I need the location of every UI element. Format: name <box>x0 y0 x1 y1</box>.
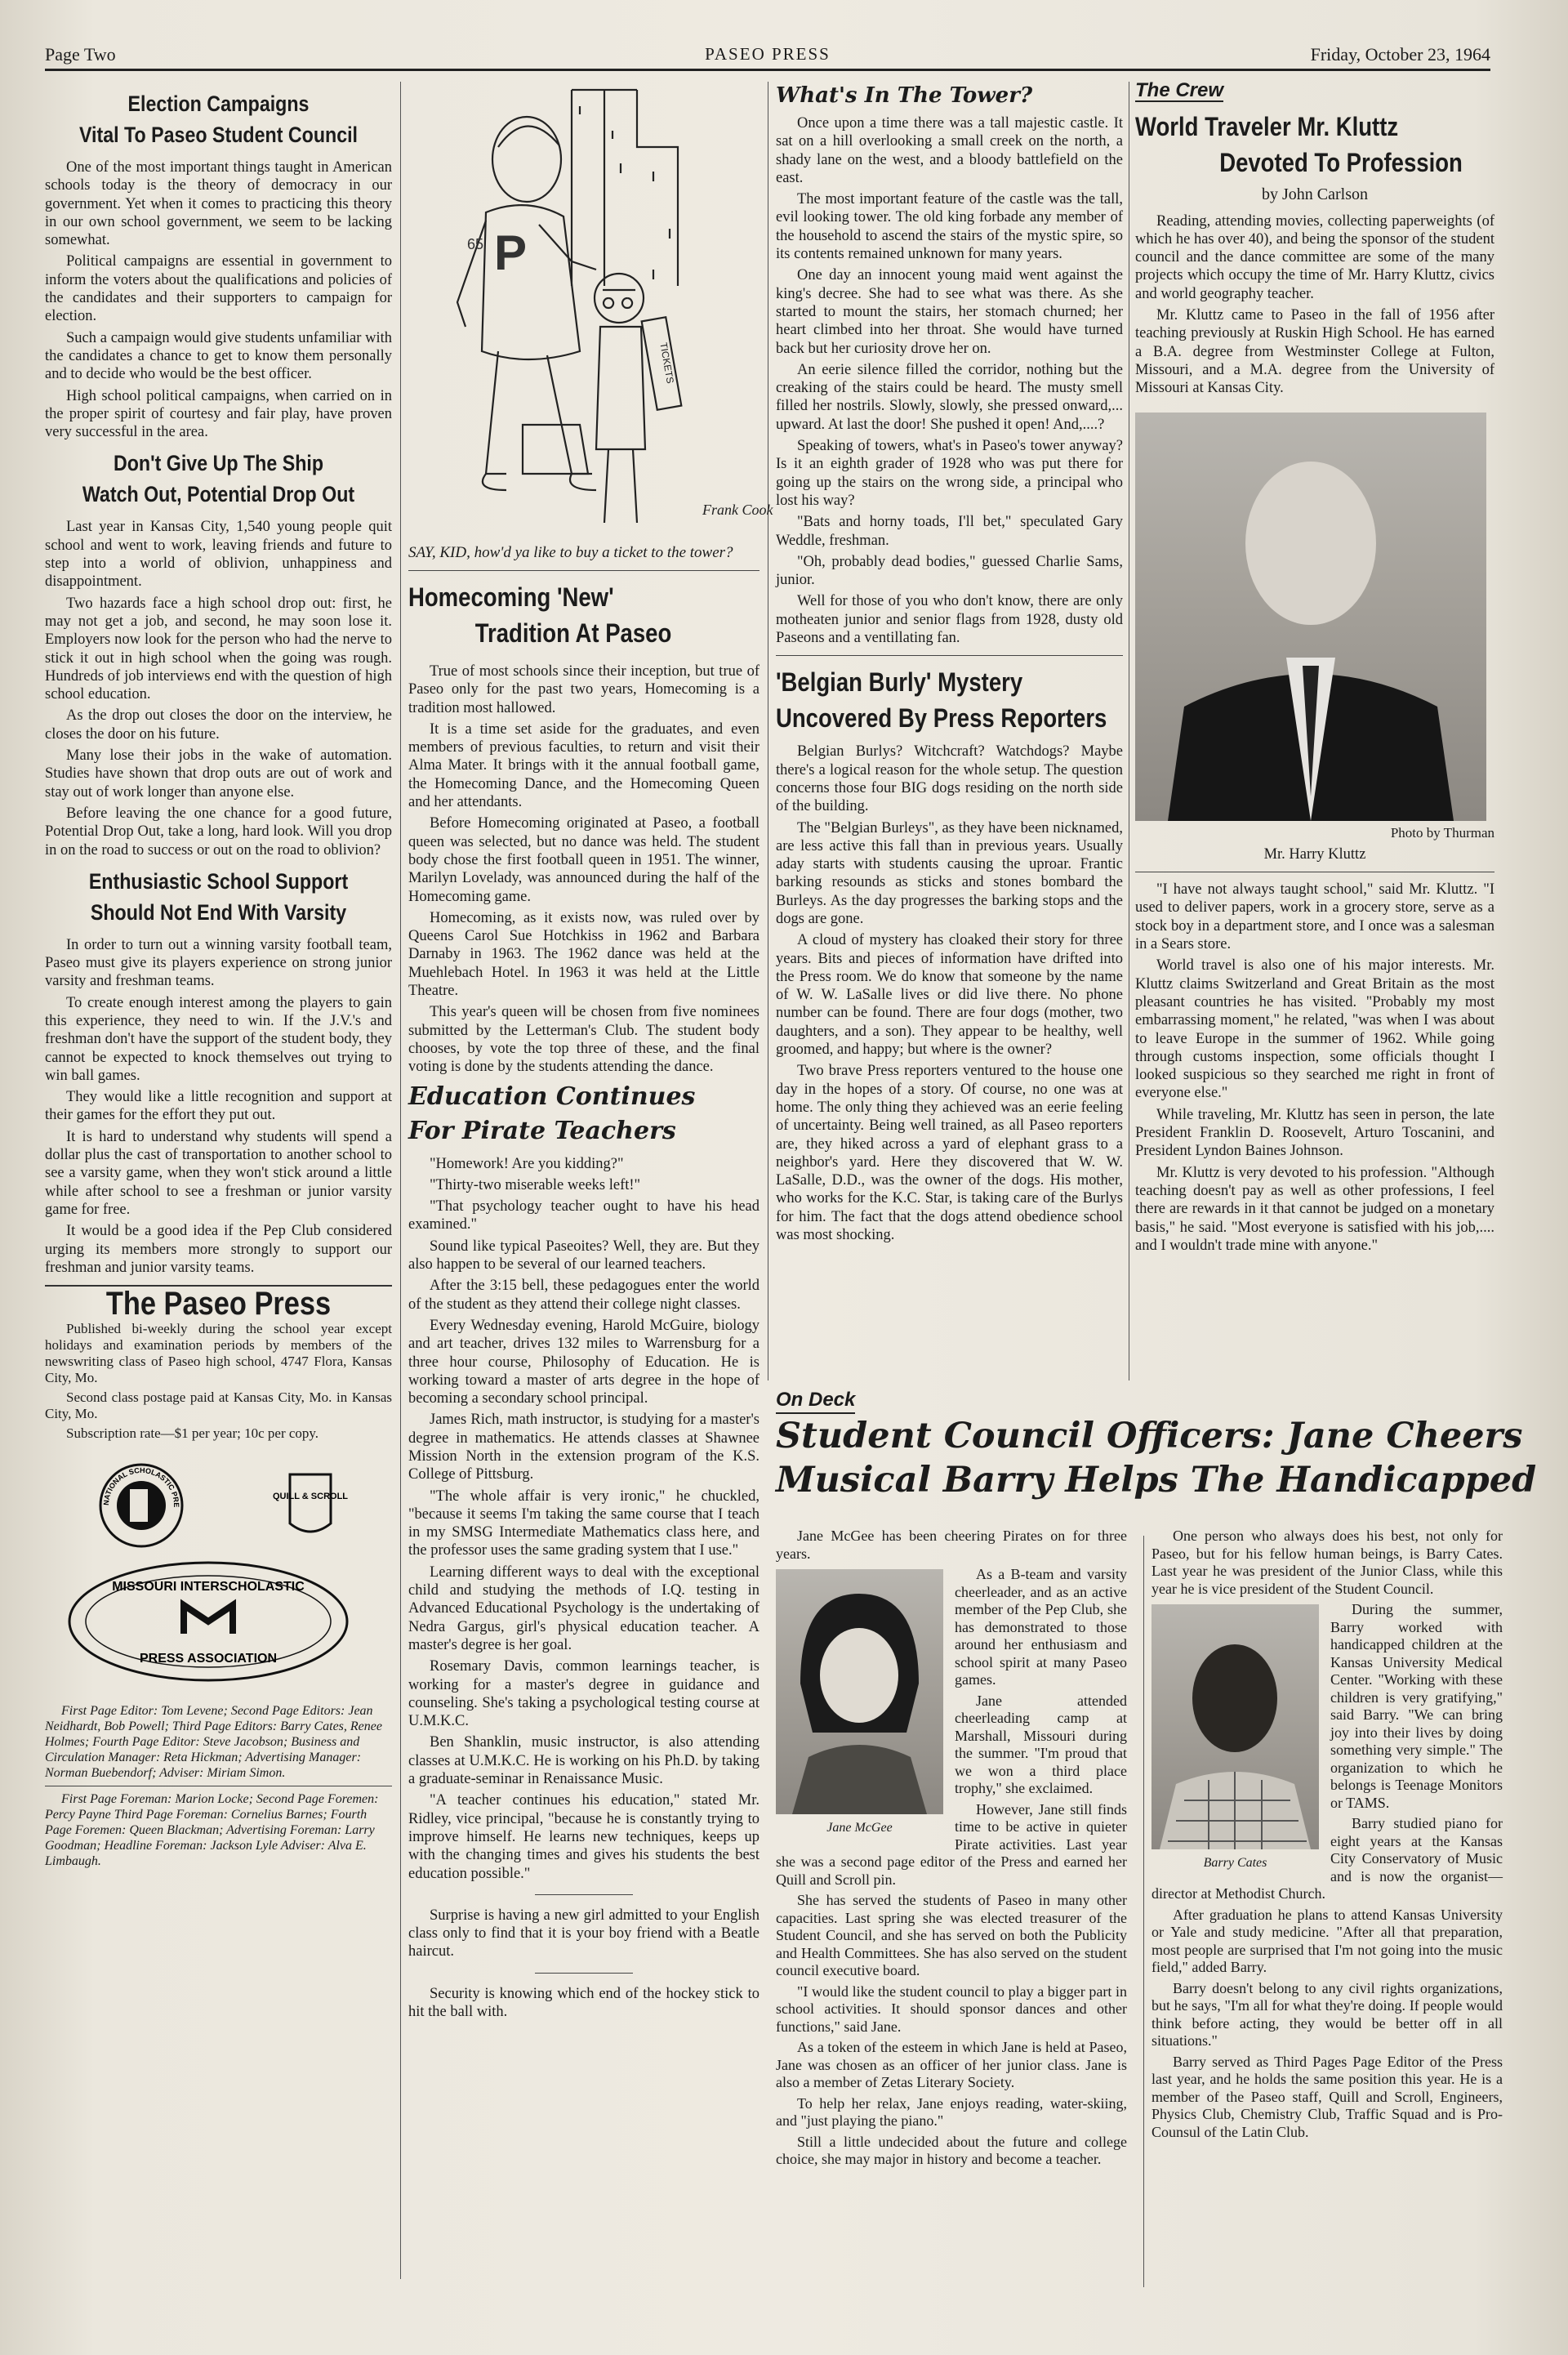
on-deck-section <box>776 1389 1537 1502</box>
column-features <box>408 82 773 2024</box>
paragraph: Two brave Press reporters ventured to the house one day in the hopes of a story. Of course, no one was at home. The only thing they achieved was an eerie feeling of uncertainty. Being well trained, as all Paseo reporters are, they hiked across a yard of elephant grass to a neighbor's yard. Here they discovered that W. W. LaSalle, D.D., was the owner of the dogs. His mother, who works for the K.C. Star, is taking care of the Burlys for him. The fact that the dogs attend obedience school was most shocking. <box>776 1063 1123 1244</box>
jane-caption: Jane McGee <box>826 1821 893 1835</box>
headline-school-support: Enthusiastic School Support Should Not End With Varsity <box>88 868 349 925</box>
paragraph: "Thirty-two miserable weeks left!" <box>430 1176 641 1193</box>
paragraph: This year's queen will be chosen from five nominees submitted by the Letterman's Club. The student body chooses, by vote the top three of these, and the final voting is done by the students attending the dance. <box>408 1004 760 1076</box>
cartoon-drawing <box>408 82 773 539</box>
paragraph: Homecoming, as it exists now, was ruled over by Queens Carol Sue Hotchkiss in 1962 and Barbara Darnaby in 1963. The 1962 dance was held at the Muehlebach Hotel. In 1963 it was held at the Little Theatre. <box>408 909 760 1000</box>
paragraph: "I would like the student council to play a bigger part in school activities. It should sponsor dances and other functions," said Jane. <box>776 1983 1127 2035</box>
paragraph: An eerie silence filled the corridor, nothing but the creaking of the stairs could be heard. The musty smell filled her nostrils. Slowly, slowly, she pressed onward,... upward. At last the door! She pushed it open! And,....? <box>776 361 1123 433</box>
production-staff: First Page Foreman: Marion Locke; Second Page Foremen: Percy Payne Third Page Foreman: Cornelius Barnes; Fourth Page Foremen: Queen Blackman; Advertising Foreman: Larry Goodman; Headline Foreman: Jackson Lyle Adviser: Alva E. Limbaugh. <box>45 1792 379 1869</box>
newspaper-name: PASEO PRESS <box>705 44 831 64</box>
paragraph: As a token of the esteem in which Jane is held at Paseo, Jane was chosen as an officer of her junior class. Jane is also a member of Zetas Literary Society. <box>776 2039 1127 2090</box>
svg-text:TICKETS: TICKETS <box>657 341 676 385</box>
paragraph: "Homework! Are you kidding?" <box>430 1155 624 1172</box>
paragraph: The "Belgian Burleys", as they have been nicknamed, are less active this fall than in previous years. Usually aday starts with students causing the uproar. Frantic barking resounds as sticks and stones bombard the Burleys. As the day progresses the barking stops and the dogs are gone. <box>776 819 1123 927</box>
svg-text:65: 65 <box>467 236 484 252</box>
paragraph: Jane attended cheerleading camp at Marshall, Missouri during the summer. "I'm proud that we won a third place trophy," she exclaimed. <box>955 1692 1127 1796</box>
paragraph: It would be a good idea if the Pep Club considered urging its members more strongly to support our freshman and junior varsity teams. <box>45 1223 392 1276</box>
headline-tower: What's In The Tower? <box>776 83 1033 108</box>
paragraph: She has served the students of Paseo in many other capacities. Last spring she was elected treasurer of the Student Council, and she has served on both the Publicity and Health Committees. She has also served on the student council executive board. <box>776 1892 1127 1978</box>
paragraph: Still a little undecided about the future and college choice, she may major in history and become a teacher. <box>776 2133 1127 2167</box>
paragraph: Once upon a time there was a tall majestic castle. It sat on a hill overlooking a small creek on the north, a shady lane on the west, and a bloody battlefield on the east. <box>776 115 1123 186</box>
issue-date: Friday, October 23, 1964 <box>1310 44 1490 65</box>
svg-text:QUILL & SCROLL: QUILL & SCROLL <box>272 1492 349 1502</box>
editorial-staff: First Page Editor: Tom Levene; Second Page Editors: Jean Neidhardt, Bob Powell; Third Page Editors: Barry Cates, Renee Holmes; Fourth Page Editor: Steve Jacobson; Business and Circulation Manager: Reta Hickman; Advertising Manager: Norman Buebendorf; Adviser: Miriam Simon. <box>45 1704 382 1781</box>
paragraph: Barry served as Third Pages Page Editor of the Press last year, and he holds the same position this year. He is a member of the Paseo staff, Quill and Scroll, Engineers, Physics Club, Chemistry Club, Traffic Squad and is Pro-Counsul of the Latin Club. <box>1152 2053 1503 2140</box>
jane-photo-block <box>776 1569 943 1840</box>
paragraph: One person who always does his best, not only for Paseo, but for his fellow human beings, is Barry Cates. Last year he was president of the Junior Class, while this year he is vice president of the Student Council. <box>1152 1528 1503 1597</box>
paragraph: A cloud of mystery has cloaked their story for three years. Bits and pieces of information have drifted into the Press room. We do know that someone by the name of W. W. LaSalle lives or did live there. No phone number can be found. There are four dogs (mother, two daughters, and a son). They appear to be healthy, well groomed, and happy; but where is the owner? <box>776 932 1123 1059</box>
photo-credit: Photo by Thurman <box>1390 824 1494 841</box>
masthead-title: The Paseo Press <box>105 1286 332 1322</box>
paragraph: Barry studied piano for eight years at the Kansas City Conservatory of Music and is now the organist—director at Methodist Church. <box>1152 1815 1503 1902</box>
page-header <box>45 39 1490 71</box>
svg-text:P: P <box>494 225 528 280</box>
page-number: Page Two <box>45 44 116 65</box>
paragraph: "Oh, probably dead bodies," guessed Charlie Sams, junior. <box>776 553 1123 589</box>
column-profile <box>1135 79 1494 1380</box>
nsp-badge-icon <box>45 1458 182 1546</box>
svg-text:MISSOURI INTERSCHOLASTIC: MISSOURI INTERSCHOLASTIC <box>112 1580 305 1595</box>
headline-barry: Musical Barry Helps The Handicapped <box>776 1460 1537 1501</box>
cartoon-caption: SAY, KID, how'd ya like to buy a ticket to the tower? <box>408 544 733 561</box>
tower-cartoon <box>408 82 773 539</box>
filler-item: Security is knowing which end of the hockey stick to hit the ball with. <box>408 1985 760 2020</box>
paragraph: "The whole affair is very ironic," he chuckled, "because it seems I'm taking the same course that I teach in my SMSG Intermediate Mathematics class here, and the professor uses the same grading system that I use." <box>408 1487 760 1559</box>
headline-homecoming: Homecoming 'New' Tradition At Paseo <box>408 582 672 648</box>
paragraph: Rosemary Davis, common learnings teacher, is working for a master's degree in guidance and counseling. She's taking a psychological testing course at U.M.K.C. <box>408 1658 760 1730</box>
barry-caption: Barry Cates <box>1203 1856 1267 1870</box>
barry-photo <box>1152 1604 1319 1849</box>
paragraph: However, Jane still finds time to be active in quieter Pirate activities. Last year she was a second page editor of the Press and earned her Quill and Scroll pin. <box>776 1800 1127 1888</box>
column-editorials <box>45 82 392 1872</box>
paragraph: Many lose their jobs in the wake of automation. Studies have shown that drop outs are out of work and stay out of work longer than anyone else. <box>45 747 392 801</box>
headline-council-officers: Student Council Officers: Jane Cheers <box>776 1416 1523 1456</box>
paragraph: True of most schools since their inception, but true of Paseo only for the past two years, Homecoming is a tradition most hallowed. <box>408 663 760 716</box>
paragraph: "I have not always taught school," said Mr. Kluttz. "I used to deliver papers, work in a grocery store, serve as a stock boy in a department store, and I once was a salesman in a Sears store. <box>1135 881 1494 953</box>
paragraph: "Bats and horny toads, I'll bet," speculated Gary Weddle, freshman. <box>776 514 1123 549</box>
paragraph: "A teacher continues his education," stated Mr. Ridley, vice principal, "because he is constantly trying to improve himself. He learns new techniques, keeps up with the changing times and gives his students the best education possible." <box>408 1792 760 1882</box>
paragraph: Such a campaign would give students unfamiliar with the candidates a chance to get to know them personally and to decide who would be the best officer. <box>45 329 392 383</box>
paragraph: Before leaving the one chance for a good future, Potential Drop Out, take a long, hard look. Will you drop in on the road to success or out on the road to oblivion? <box>45 805 392 859</box>
svg-text:NATIONAL SCHOLASTIC PRESS ASSO: NATIONAL SCHOLASTIC PRE <box>101 1466 181 1508</box>
paragraph: The most important feature of the castle was the tall, evil looking tower. The old king forbade any member of the household to ascend the stairs of the mystic spire, so its contents remained unknown for many years. <box>776 191 1123 263</box>
press-badges <box>45 1458 392 1703</box>
headline-belgian-burly: 'Belgian Burly' Mystery Uncovered By Press Reporters <box>776 667 1107 734</box>
headline-election: Election Campaigns Vital To Paseo Student Council <box>78 91 359 147</box>
paragraph: Learning different ways to deal with the exceptional child and studying the methods of I.Q. testing in Advanced Educational Psychology is the undertaking of Nedra Gargus, girl's physical education teacher. A master's degree is her goal. <box>408 1563 760 1653</box>
paragraph: Ben Shanklin, music instructor, is also attending classes at U.M.K.C. He is working on his Ph.D. by taking a graduate-seminar in Renaissance Music. <box>408 1734 760 1788</box>
paragraph: They would like a little recognition and support at their games for the effort they put out. <box>45 1089 392 1124</box>
paragraph: Reading, attending movies, collecting paperweights (of which he has over 40), and being the sponsor of the student council and the dance committee are some of the many projects which occupy the time of Mr. Harry Kluttz, civics and world geography teacher. <box>1135 212 1494 302</box>
paragraph: Before Homecoming originated at Paseo, a football queen was selected, but no dance was held. The student body chose the first football queen in 1951. The winner, Marilyn Lovelady, was announced during the half of the Homecoming game. <box>408 815 760 905</box>
svg-text:Frank Cook: Frank Cook <box>702 502 773 518</box>
paragraph: High school political campaigns, when carried on in the proper spirit of courtesy and fair play, have proven very successful in the area. <box>45 387 392 441</box>
paragraph: One of the most important things taught in American schools today is the theory of democracy in our government. Yet when it comes to practicing this theory in our own school government, we seem to be lacking somewhat. <box>45 159 392 249</box>
section-kicker: On Deck <box>776 1389 855 1414</box>
barry-article <box>1152 1528 1503 2144</box>
byline: by John Carlson <box>1262 185 1368 204</box>
paragraph: Mr. Kluttz is very devoted to his profession. "Although teaching doesn't pay as well as other professions, I feel there are rewards in it that cannot be judged on a monetary basis," he said. "Most everyone is satisfied with his job,.... and I wouldn't trade mine with anyone." <box>1135 1164 1494 1254</box>
paragraph: Political campaigns are essential in government to inform the voters about the qualifications and policies of the candidates and their supporters to campaign for election. <box>45 253 392 325</box>
jane-article <box>776 1528 1127 2172</box>
postage-info: Second class postage paid at Kansas City, Mo. in Kansas City, Mo. <box>45 1389 392 1422</box>
paragraph: "That psychology teacher ought to have his head examined." <box>408 1198 760 1233</box>
paragraph: Mr. Kluttz came to Paseo in the fall of 1956 after teaching previously at Ruskin High School. He has earned a B.A. degree from Westminster College at Fulton, Missouri, and a M.A. degree from the University of Missouri at Kansas City. <box>1135 307 1494 397</box>
paragraph: As a B-team and varsity cheerleader, and as an active member of the Pep Club, she has demonstrated to those around her enthusiasm and school spirit at many Paseo games. <box>955 1566 1127 1688</box>
publication-info: Published bi-weekly during the school year except holidays and examination periods by members of the newswriting class of Paseo high school, 4747 Flora, Kansas City, Mo. <box>45 1321 392 1386</box>
paragraph: Well for those of you who don't know, there are only motheaten junior and senior flags from 1928, dusty old Paseons and a ventillating fan. <box>776 593 1123 647</box>
quill-scroll-badge-icon <box>273 1474 348 1532</box>
paragraph: It is a time set aside for the graduates, and even members of previous faculties, to return and visit their Alma Mater. It brings with it the annual football game, the Homecoming Dance, and the Homecoming Queen and her attendants. <box>408 720 760 811</box>
paragraph: Two hazards face a high school drop out: first, he may not get a job, and second, he may soon lose it. Employers now look for the person who had the nerve to stick it out in high school when the going was rough. Hundreds of job interviews end with the question of high school education. <box>45 595 392 703</box>
paragraph: Belgian Burlys? Witchcraft? Watchdogs? Maybe there's a logical reason for the whole setup. The question concerns those four BIG dogs residing on the north side of the building. <box>776 743 1123 815</box>
barry-photo-block <box>1152 1604 1319 1876</box>
column-rule <box>1143 1536 1144 2287</box>
paragraph: Jane McGee has been cheering Pirates on for three years. <box>776 1528 1127 1562</box>
paragraph: Sound like typical Paseoites? Well, they are. But they also happen to be several of our learned teachers. <box>408 1238 760 1273</box>
paragraph: Speaking of towers, what's in Paseo's tower anyway? Is it an eighth grader of 1928 who was put there for going up the stairs on the wrong side, a principal who lost his way? <box>776 438 1123 509</box>
paragraph: After the 3:15 bell, these pedagogues enter the world of the student as they attend their college night classes. <box>408 1278 760 1313</box>
paragraph: World travel is also one of his major interests. Mr. Kluttz claims Switzerland and Great Britain as the most pleasant countries he has visited. "Probably my most embarrassing moment," he related, "was when I was about to leave Europe in the summer of 1962. While going through customs inspection, some officials thought I looked suspicious so they searched me right in front of everyone else." <box>1135 957 1494 1102</box>
svg-text:PRESS ASSOCIATION: PRESS ASSOCIATION <box>139 1652 278 1666</box>
paragraph: It is hard to understand why students will spend a dollar plus the cast of transportation to another school to see a varsity game, when they won't stick around a little while after school to see a freshman or junior varsity game for free. <box>45 1128 392 1218</box>
paragraph: While traveling, Mr. Kluttz has seen in person, the late President Franklin D. Roosevelt, Arturo Toscanini, and President Lyndon Baines Johnson. <box>1135 1106 1494 1160</box>
photo-caption: Mr. Harry Kluttz <box>1263 845 1366 863</box>
headline-dropout: Don't Give Up The Ship Watch Out, Potential Drop Out <box>82 451 355 507</box>
paragraph: In order to turn out a winning varsity football team, Paseo must give its players experience on strong junior varsity and freshman teams. <box>45 936 392 990</box>
paragraph: Barry doesn't belong to any civil rights organizations, but he says, "I'm all for what they're doing. If people would think before acting, they would be better off in all situations." <box>1152 1979 1503 2049</box>
headline-education: Education Continues For Pirate Teachers <box>408 1082 696 1145</box>
paragraph: James Rich, math instructor, is studying for a master's degree in mathematics. He attends classes at Shawnee Mission North in the extension program of the K.S. College of Pittsburg. <box>408 1412 760 1483</box>
column-mysteries <box>776 82 1123 1380</box>
column-rule <box>400 82 401 2279</box>
subscription-info: Subscription rate—$1 per year; 10c per copy. <box>66 1425 319 1442</box>
paragraph: After graduation he plans to attend Kansas University or Yale and study medicine. "After all that preparation, most people are surprised that I'm not going into the music field," added Barry. <box>1152 1906 1503 1975</box>
paragraph: Last year in Kansas City, 1,540 young people quit school and went to work, leaving friends and future to step into a world of oblivion, unhappiness and disappointment. <box>45 519 392 591</box>
paragraph: To help her relax, Jane enjoys reading, water-skiing, and "just playing the piano." <box>776 2094 1127 2129</box>
paragraph: To create enough interest among the players to gain this experience, they need to win. If the J.V.'s and freshman don't have the support of the student body, they cannot be expected to knock themselves out trying to win ball games. <box>45 994 392 1084</box>
paragraph: Every Wednesday evening, Harold McGuire, biology and art teacher, drives 132 miles to Warrensburg for a three hour course, Philosophy of Education. He is working toward a master of arts degree in the hope of becoming a secondary school principal. <box>408 1317 760 1407</box>
headline-kluttz: World Traveler Mr. Kluttz Devoted To Profession <box>1135 112 1463 178</box>
kluttz-photo <box>1135 413 1486 821</box>
mipa-badge-icon <box>69 1563 347 1680</box>
jane-photo <box>776 1569 943 1814</box>
section-kicker: The Crew <box>1135 79 1224 101</box>
badges-svg <box>45 1458 392 1703</box>
filler-item: Surprise is having a new girl admitted to your English class only to find that it is your boy friend with a Beatle haircut. <box>408 1907 760 1960</box>
paragraph: During the summer, Barry worked with handicapped children at the Kansas University Medical Center. "Working with these children is very gratifying," said Barry. "We can bring joy into their lives by doing something very simple." The organization to which he belongs is Teenage Monitors or TAMS. <box>1330 1601 1503 1811</box>
paragraph: One day an innocent young maid went against the king's decree. She had to see what was there. As she started to mount the stairs, her stomach churned; her heart climbed into her throat. She would have turned back but her curiosity drove her on. <box>776 267 1123 357</box>
paragraph: As the drop out closes the door on the interview, he closes the door on his future. <box>45 707 392 743</box>
